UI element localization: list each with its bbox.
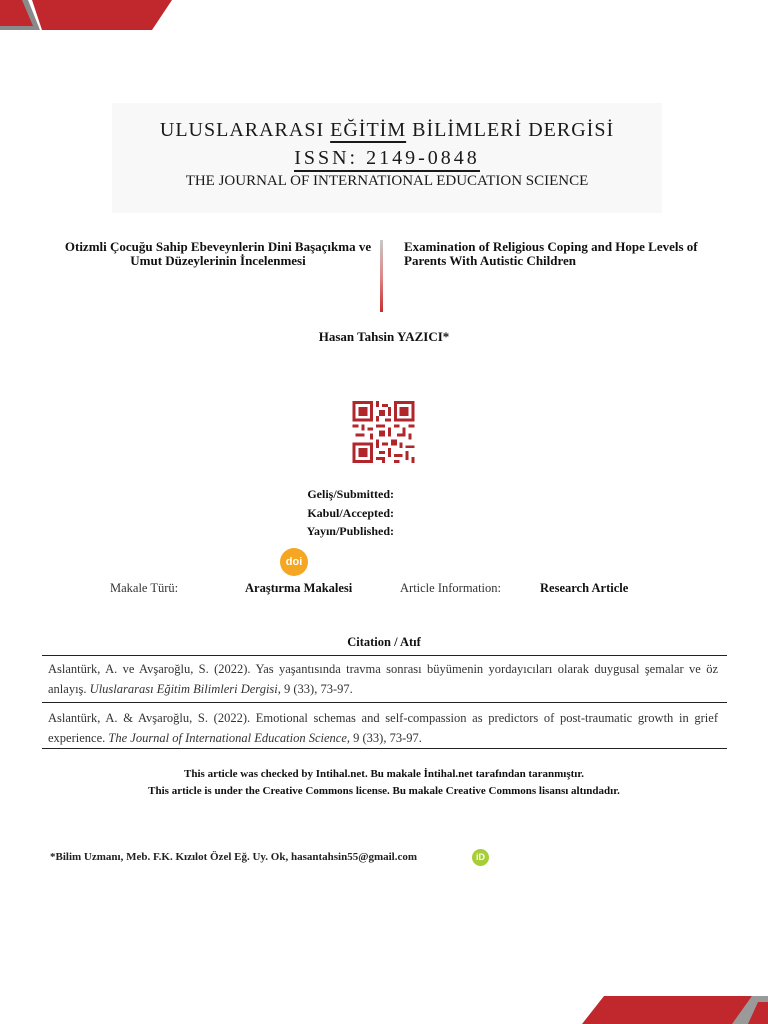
top-left-corner-stripe [0, 0, 175, 32]
article-title-en: Examination of Religious Coping and Hope Levels of Parents With Autistic Children [404, 239, 698, 268]
submitted-label: Geliş/Submitted: [307, 487, 394, 501]
article-title-tr: Otizmli Çocuğu Sahip Ebeveynlerin Dini Başaçıkma ve Umut Düzeylerinin İncelenmesi [64, 239, 372, 268]
title-divider [380, 240, 383, 312]
orcid-icon[interactable]: iD [472, 849, 489, 866]
citation-rule-top [42, 655, 727, 656]
article-type-label: Makale Türü: [110, 581, 179, 595]
citation-rule-bottom [42, 748, 727, 749]
bottom-right-corner-stripe [582, 996, 768, 1024]
citation-heading: Citation / Atıf [347, 635, 421, 649]
article-info-value: Research Article [540, 581, 629, 595]
article-info-label: Article Information: [400, 581, 502, 595]
accepted-label: Kabul/Accepted: [307, 505, 394, 520]
journal-name-tr: ULUSLARARASI EĞİTİM BİLİMLERİ DERGİSİ [159, 119, 615, 141]
article-type-value: Araştırma Makalesi [245, 581, 353, 595]
journal-masthead [112, 103, 662, 213]
published-label: Yayın/Published: [306, 524, 394, 538]
license-notice: This article is under the Creative Commons license. Bu makale Creative Commons lisansı altındadır. [148, 785, 620, 797]
citation-en: Aslantürk, A. & Avşaroğlu, S. (2022). Emotional schemas and self-compassion as predictors of post-traumatic growth in grief experience. The Journal of International Education Science, 9 (33), 73-97. [48, 711, 718, 745]
journal-issn: ISSN: 2149-0848 [112, 147, 662, 170]
qr-code-icon[interactable] [351, 401, 416, 463]
plagiarism-notice: This article was checked by Intihal.net. Bu makale İntihal.net tarafından taranmıştır. [184, 768, 584, 780]
doi-icon[interactable]: doi [280, 548, 308, 576]
journal-name-en: THE JOURNAL OF INTERNATIONAL EDUCATION SCIENCE [185, 173, 589, 189]
author-name: Hasan Tahsin YAZICI* [318, 329, 450, 344]
author-footnote: *Bilim Uzmanı, Meb. F.K. Kızılot Özel Eğ. Uy. Ok, hasantahsin55@gmail.com [50, 851, 418, 863]
citation-rule-middle [42, 702, 727, 703]
citation-tr: Aslantürk, A. ve Avşaroğlu, S. (2022). Yas yaşantısında travma sonrası büyümenin yordayıcıları olarak duygusal şemalar ve öz anlayış. Uluslararası Eğitim Bilimleri Dergisi, 9 (33), 73-97. [48, 662, 718, 696]
article-dates [250, 485, 394, 541]
